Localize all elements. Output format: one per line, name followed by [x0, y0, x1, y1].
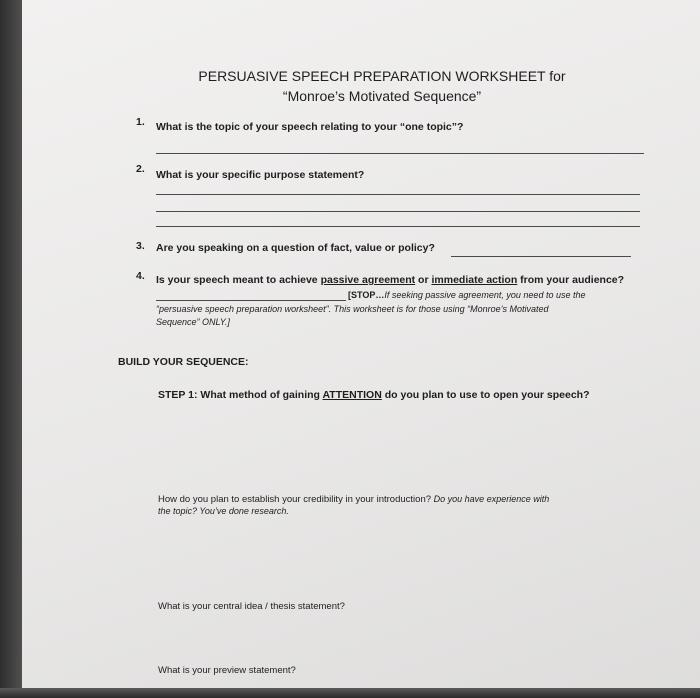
answer-line-2a[interactable] [156, 194, 640, 195]
stop-note-italic: If seeking passive agreement, you need to use the [384, 290, 586, 300]
preview-question: What is your preview statement? [158, 665, 296, 676]
question-4-text [156, 274, 624, 286]
answer-line-2b[interactable] [156, 211, 640, 212]
credibility-question: How do you plan to establish your credibility in your introduction? [158, 494, 432, 505]
answer-line-3[interactable] [451, 256, 631, 257]
answer-line-4[interactable] [156, 300, 346, 301]
step-1-answer-area[interactable] [158, 412, 628, 488]
credibility-answer-area[interactable] [158, 522, 628, 592]
passive-agreement-option: passive agreement [320, 274, 416, 286]
question-4-text-before: Is your speech meant to achieve [156, 274, 321, 286]
credibility-hint-line-1: Do you have experience with [433, 494, 550, 504]
question-3-text: Are you speaking on a question of fact, value or policy? [156, 242, 435, 254]
credibility-hint-line-2: the topic? You’ve done research. [158, 506, 289, 516]
title-line-2: “Monroe’s Motivated Sequence” [282, 88, 482, 104]
section-title: BUILD YOUR SEQUENCE: [118, 356, 249, 368]
answer-line-1[interactable] [156, 153, 644, 154]
answer-line-2c[interactable] [156, 226, 640, 227]
question-2-number: 2. [136, 163, 145, 175]
step-1-text-before: STEP 1: What method of gaining [158, 389, 323, 401]
question-4-text-mid: or [415, 274, 432, 286]
question-1-text: What is the topic of your speech relating to your “one topic”? [156, 121, 464, 133]
question-1-number: 1. [136, 116, 145, 128]
question-4-text-after: from your audience? [517, 274, 625, 286]
immediate-action-option: immediate action [431, 274, 518, 286]
question-4-number: 4. [136, 270, 145, 282]
question-3-number: 3. [136, 240, 145, 252]
attention-keyword: ATTENTION [322, 389, 382, 401]
credibility-question-line-1 [158, 494, 549, 505]
stop-note-bold: [STOP… [348, 290, 385, 300]
step-1-question [158, 389, 590, 401]
stop-note-line-1 [348, 290, 585, 300]
photo-bottom-edge [0, 688, 700, 698]
step-1-text-after: do you plan to use to open your speech? [381, 389, 590, 401]
stop-note-line-3: Sequence” ONLY.] [156, 317, 230, 327]
question-2-text: What is your specific purpose statement? [156, 169, 365, 181]
central-idea-answer-area[interactable] [158, 616, 628, 662]
title-line-1: PERSUASIVE SPEECH PREPARATION WORKSHEET for [198, 68, 566, 84]
photo-left-edge [0, 0, 22, 698]
central-idea-question: What is your central idea / thesis statement? [158, 601, 345, 612]
worksheet-page [22, 0, 700, 688]
stop-note-line-2: “persuasive speech preparation worksheet”. This worksheet is for those using “Monroe’s Motivated [156, 304, 549, 314]
